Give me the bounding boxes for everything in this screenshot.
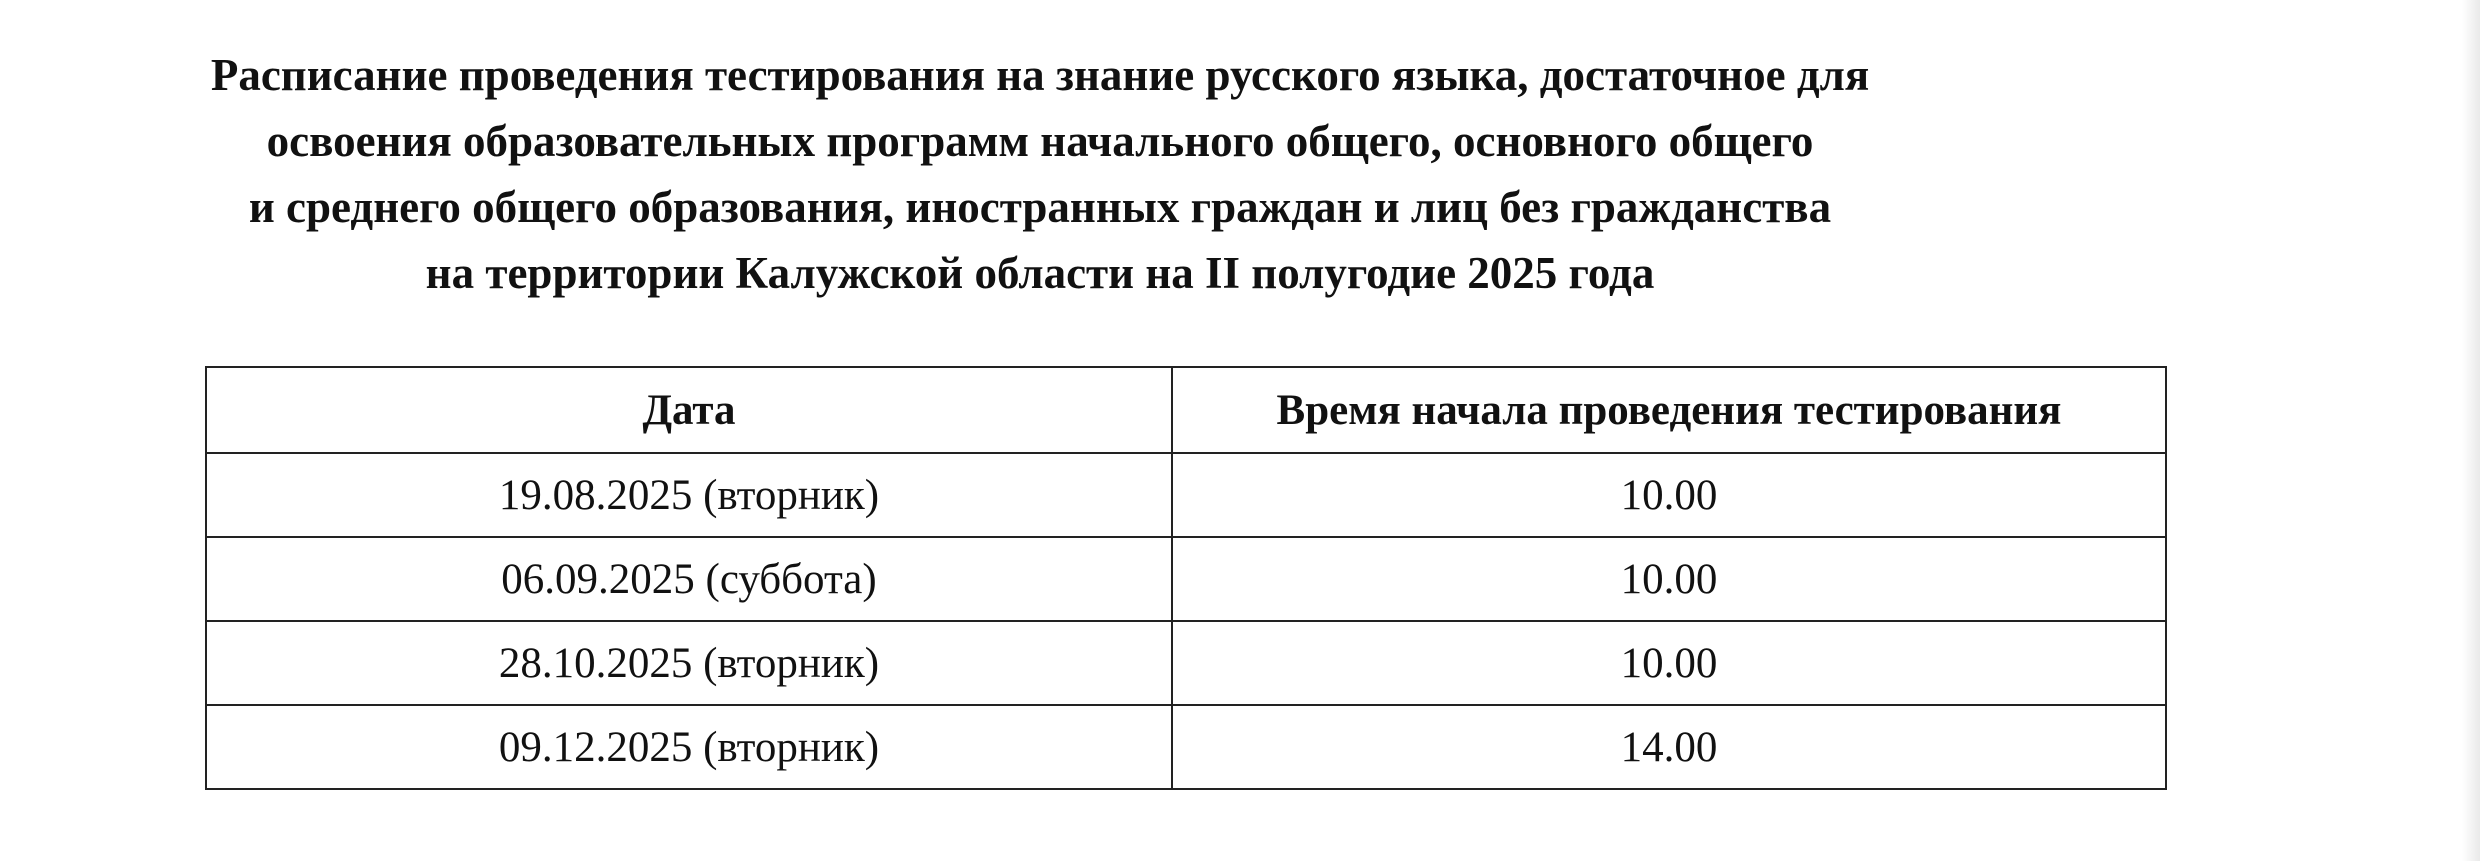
title-line-3: и среднего общего образования, иностранных граждан и лиц без гражданства	[248, 182, 1832, 232]
cell-date: 09.12.2025 (вторник)	[206, 705, 1172, 789]
cell-start-time: 10.00	[1172, 621, 2166, 705]
header-date: Дата	[206, 367, 1172, 453]
title-line-2: освоения образовательных программ начального общего, основного общего	[266, 116, 1814, 166]
document-title	[150, 42, 1930, 306]
cell-start-time: 10.00	[1172, 537, 2166, 621]
table-header-row	[206, 367, 2166, 453]
cell-start-time: 10.00	[1172, 453, 2166, 537]
cell-date: 19.08.2025 (вторник)	[206, 453, 1172, 537]
cell-date: 06.09.2025 (суббота)	[206, 537, 1172, 621]
cell-date: 28.10.2025 (вторник)	[206, 621, 1172, 705]
table-row	[206, 453, 2166, 537]
table-row	[206, 705, 2166, 789]
table-row	[206, 621, 2166, 705]
table-row	[206, 537, 2166, 621]
schedule-table	[205, 366, 2167, 790]
cell-start-time: 14.00	[1172, 705, 2166, 789]
title-line-1: Расписание проведения тестирования на знание русского языка, достаточное для	[210, 50, 1870, 100]
header-start-time: Время начала проведения тестирования	[1172, 367, 2166, 453]
page-edge-shadow	[2462, 0, 2480, 861]
title-line-4: на территории Калужской области на II полугодие 2025 года	[425, 248, 1655, 298]
